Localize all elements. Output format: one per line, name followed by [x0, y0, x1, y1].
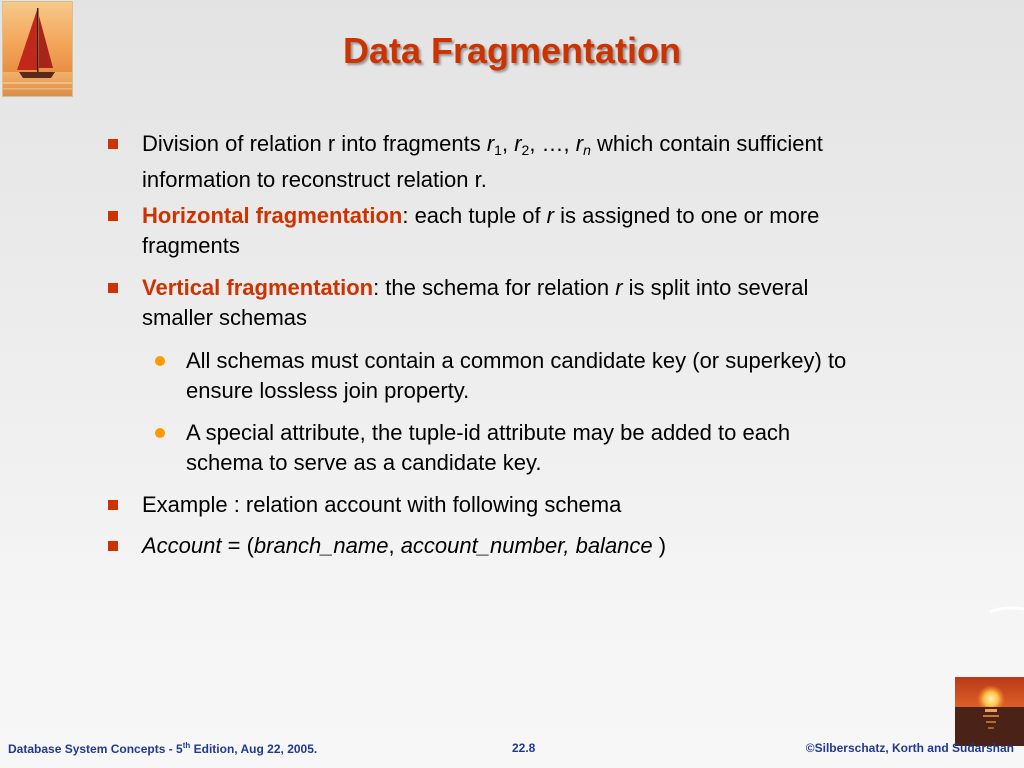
sub-bullet-common-key: All schemas must contain a common candidate key (or superkey) to ensure lossless join property.	[186, 348, 847, 403]
sunset-image	[955, 677, 1024, 746]
bullet-square-icon	[108, 211, 118, 221]
bullet-account-schema: Account = (branch_name, account_number, balance )	[142, 533, 667, 558]
bullet-fragments: Division of relation r into fragments $r_1$, $r_2$, …, $r_n$ which contain sufficient information to reconstruct relation r.	[142, 131, 823, 192]
sub-bullet-dot-icon	[155, 356, 165, 366]
bullet-square-icon	[108, 541, 118, 551]
decorative-swoosh	[990, 600, 1024, 620]
footer-copyright: ©Silberschatz, Korth and Sudarshan	[805, 741, 1014, 755]
bullet-square-icon	[108, 139, 118, 149]
bullet-square-icon	[108, 283, 118, 293]
footer-book-title: Database System Concepts - 5th Edition, Aug 22, 2005.	[8, 741, 318, 756]
bullet-horizontal-fragmentation: Horizontal fragmentation: each tuple of r is assigned to one or more fragments	[142, 203, 820, 258]
bullet-example: Example : relation account with following schema	[142, 492, 622, 517]
footer-page-number: 22.8	[512, 741, 536, 755]
sub-bullet-dot-icon	[155, 428, 165, 438]
bullet-square-icon	[108, 500, 118, 510]
slide-title: Data Fragmentation	[342, 30, 682, 71]
sub-bullet-tuple-id: A special attribute, the tuple-id attribute may be added to each schema to serve as a candidate key.	[186, 420, 791, 475]
bullet-vertical-fragmentation: Vertical fragmentation: the schema for relation r is split into several smaller schemas	[142, 275, 809, 330]
